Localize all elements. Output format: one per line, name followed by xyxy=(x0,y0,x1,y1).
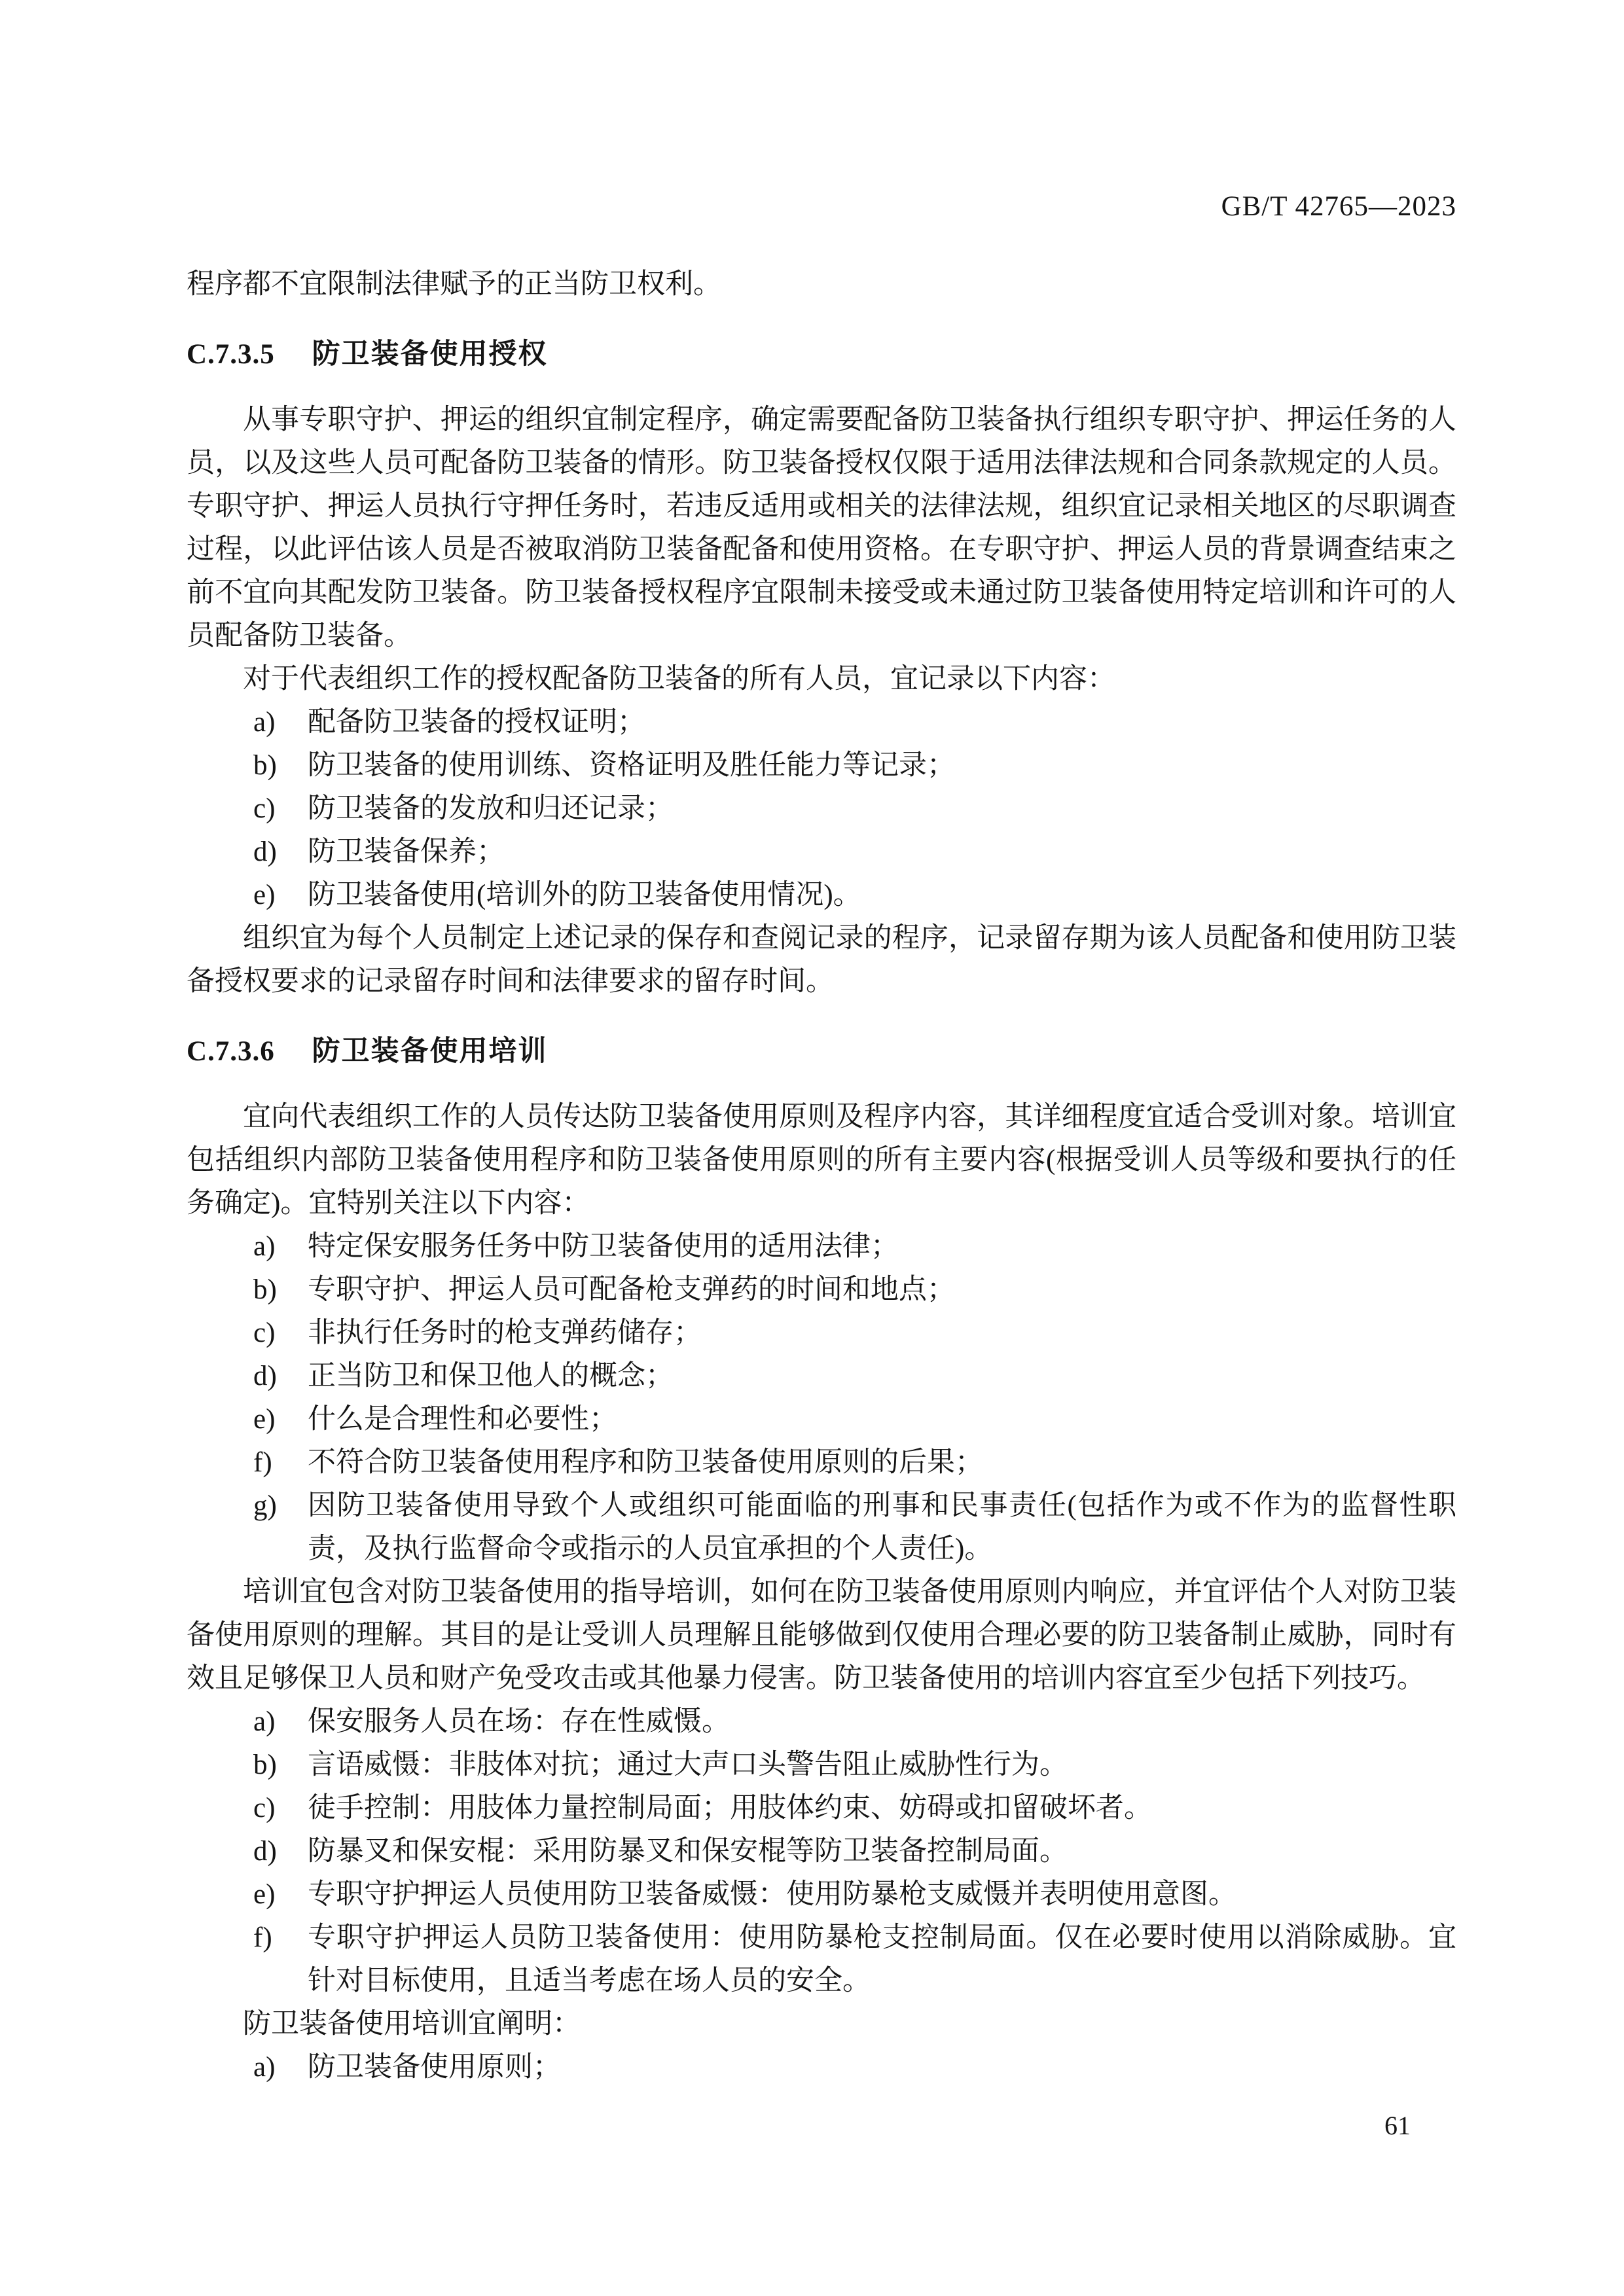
list-item xyxy=(187,2046,1456,2089)
list-item xyxy=(187,1225,1456,1268)
lettered-list xyxy=(187,1700,1456,2003)
list-item xyxy=(187,1441,1456,1484)
list-item-marker: c) xyxy=(253,1318,276,1348)
list-item xyxy=(187,744,1456,787)
list-item-marker: e) xyxy=(253,1879,276,1910)
list-item-marker: f) xyxy=(253,1922,272,1953)
list-item-text: 防卫装备使用原则； xyxy=(308,2052,561,2083)
list-item-text: 防卫装备的发放和归还记录； xyxy=(308,793,674,824)
body-paragraph: 对于代表组织工作的授权配备防卫装备的所有人员，宜记录以下内容： xyxy=(243,664,1115,694)
list-item-marker: a) xyxy=(253,2052,276,2083)
clause-heading-c7-3-6 xyxy=(187,1032,1456,1071)
list-item-marker: d) xyxy=(253,1361,277,1391)
clause-title: 防卫装备使用培训 xyxy=(312,1035,548,1067)
list-item-text: 防卫装备使用(培训外的防卫装备使用情况)。 xyxy=(308,880,861,910)
list-item xyxy=(187,874,1456,917)
list-item-text: 防卫装备保养； xyxy=(308,836,505,867)
list-item-text: 防暴叉和保安棍：采用防暴叉和保安棍等防卫装备控制局面。 xyxy=(308,1836,1068,1867)
list-item-marker: d) xyxy=(253,1836,277,1867)
list-item xyxy=(187,1830,1456,1873)
list-item-text: 言语威慑：非肢体对抗；通过大声口头警告阻止威胁性行为。 xyxy=(308,1749,1068,1780)
list-item-text: 专职守护押运人员防卫装备使用：使用防暴枪支控制局面。仅在必要时使用以消除威胁。宜针对目标使用，且适当考虑在场人员的安全。 xyxy=(308,1922,1456,1996)
continuation-paragraph: 程序都不宜限制法律赋予的正当防卫权利。 xyxy=(187,269,721,300)
list-item-text: 保安服务人员在场：存在性威慑。 xyxy=(308,1706,730,1737)
list-item xyxy=(187,787,1456,831)
list-item-text: 非执行任务时的枪支弹药储存； xyxy=(308,1318,702,1348)
clause-heading-c7-3-5 xyxy=(187,335,1456,374)
list-item-marker: e) xyxy=(253,880,276,910)
list-item xyxy=(187,1916,1456,2003)
lettered-list xyxy=(187,2046,1456,2089)
list-item xyxy=(187,1355,1456,1398)
list-item-marker: a) xyxy=(253,1706,276,1737)
list-item-marker: b) xyxy=(253,750,277,781)
list-item-text: 专职守护押运人员使用防卫装备威慑：使用防暴枪支威慑并表明使用意图。 xyxy=(308,1879,1236,1910)
list-item-text: 配备防卫装备的授权证明； xyxy=(308,707,645,738)
page-number: 61 xyxy=(1384,2111,1411,2140)
list-item xyxy=(187,1787,1456,1830)
list-item-text: 因防卫装备使用导致个人或组织可能面临的刑事和民事责任(包括作为或不作为的监督性职责，及执行监督命令或指示的人员宜承担的个人责任)。 xyxy=(308,1490,1456,1564)
list-item xyxy=(187,701,1456,744)
body-paragraph: 宜向代表组织工作的人员传达防卫装备使用原则及程序内容，其详细程度宜适合受训对象。培训宜包括组织内部防卫装备使用程序和防卫装备使用原则的所有主要内容(根据受训人员等级和要执行的任务确定)。宜特别关注以下内容： xyxy=(187,1102,1456,1219)
doc-code-header: GB/T 42765—2023 xyxy=(1221,191,1456,222)
list-item-text: 什么是合理性和必要性； xyxy=(308,1404,617,1435)
list-item xyxy=(187,1398,1456,1441)
list-item-marker: f) xyxy=(253,1447,272,1478)
body-paragraph: 防卫装备使用培训宜阐明： xyxy=(243,2009,581,2039)
lettered-list xyxy=(187,1225,1456,1571)
list-item-marker: b) xyxy=(253,1749,277,1780)
list-item-text: 徒手控制：用肢体力量控制局面；用肢体约束、妨碍或扣留破坏者。 xyxy=(308,1793,1152,1823)
body-paragraph: 从事专职守护、押运的组织宜制定程序，确定需要配备防卫装备执行组织专职守护、押运任务的人员，以及这些人员可配备防卫装备的情形。防卫装备授权仅限于适用法律法规和合同条款规定的人员。专职守护、押运人员执行守押任务时，若违反适用或相关的法律法规，组织宜记录相关地区的尽职调查过程，以此评估该人员是否被取消防卫装备配备和使用资格。在专职守护、押运人员的背景调查结束之前不宜向其配发防卫装备。防卫装备授权程序宜限制未接受或未通过防卫装备使用特定培训和许可的人员配备防卫装备。 xyxy=(187,404,1456,651)
lettered-list xyxy=(187,701,1456,917)
clause-title: 防卫装备使用授权 xyxy=(312,338,548,370)
list-item-marker: e) xyxy=(253,1404,276,1435)
body-paragraph: 培训宜包含对防卫装备使用的指导培训，如何在防卫装备使用原则内响应，并宜评估个人对防卫装备使用原则的理解。其目的是让受训人员理解且能够做到仅使用合理必要的防卫装备制止威胁，同时有效且足够保卫人员和财产免受攻击或其他暴力侵害。防卫装备使用的培训内容宜至少包括下列技巧。 xyxy=(187,1577,1456,1694)
list-item xyxy=(187,1700,1456,1744)
list-item xyxy=(187,1744,1456,1787)
list-item-text: 专职守护、押运人员可配备枪支弹药的时间和地点； xyxy=(308,1274,955,1305)
page-content xyxy=(187,263,1456,2089)
list-item-text: 防卫装备的使用训练、资格证明及胜任能力等记录； xyxy=(308,750,955,781)
list-item-text: 特定保安服务任务中防卫装备使用的适用法律； xyxy=(308,1231,899,1262)
list-item-marker: d) xyxy=(253,836,277,867)
list-item-marker: g) xyxy=(253,1490,277,1521)
clause-number: C.7.3.6 xyxy=(187,1036,275,1067)
list-item-text: 不符合防卫装备使用程序和防卫装备使用原则的后果； xyxy=(308,1447,983,1478)
list-item-marker: a) xyxy=(253,1231,276,1262)
list-item-marker: b) xyxy=(253,1274,277,1305)
list-item xyxy=(187,1268,1456,1312)
clause-number: C.7.3.5 xyxy=(187,339,275,370)
list-item-text: 正当防卫和保卫他人的概念； xyxy=(308,1361,674,1391)
list-item xyxy=(187,1484,1456,1571)
list-item xyxy=(187,1873,1456,1916)
list-item-marker: c) xyxy=(253,1793,276,1823)
body-paragraph: 组织宜为每个人员制定上述记录的保存和查阅记录的程序，记录留存期为该人员配备和使用防卫装备授权要求的记录留存时间和法律要求的留存时间。 xyxy=(187,923,1456,997)
list-item-marker: a) xyxy=(253,707,276,738)
list-item xyxy=(187,1312,1456,1355)
list-item xyxy=(187,831,1456,874)
list-item-marker: c) xyxy=(253,793,276,824)
